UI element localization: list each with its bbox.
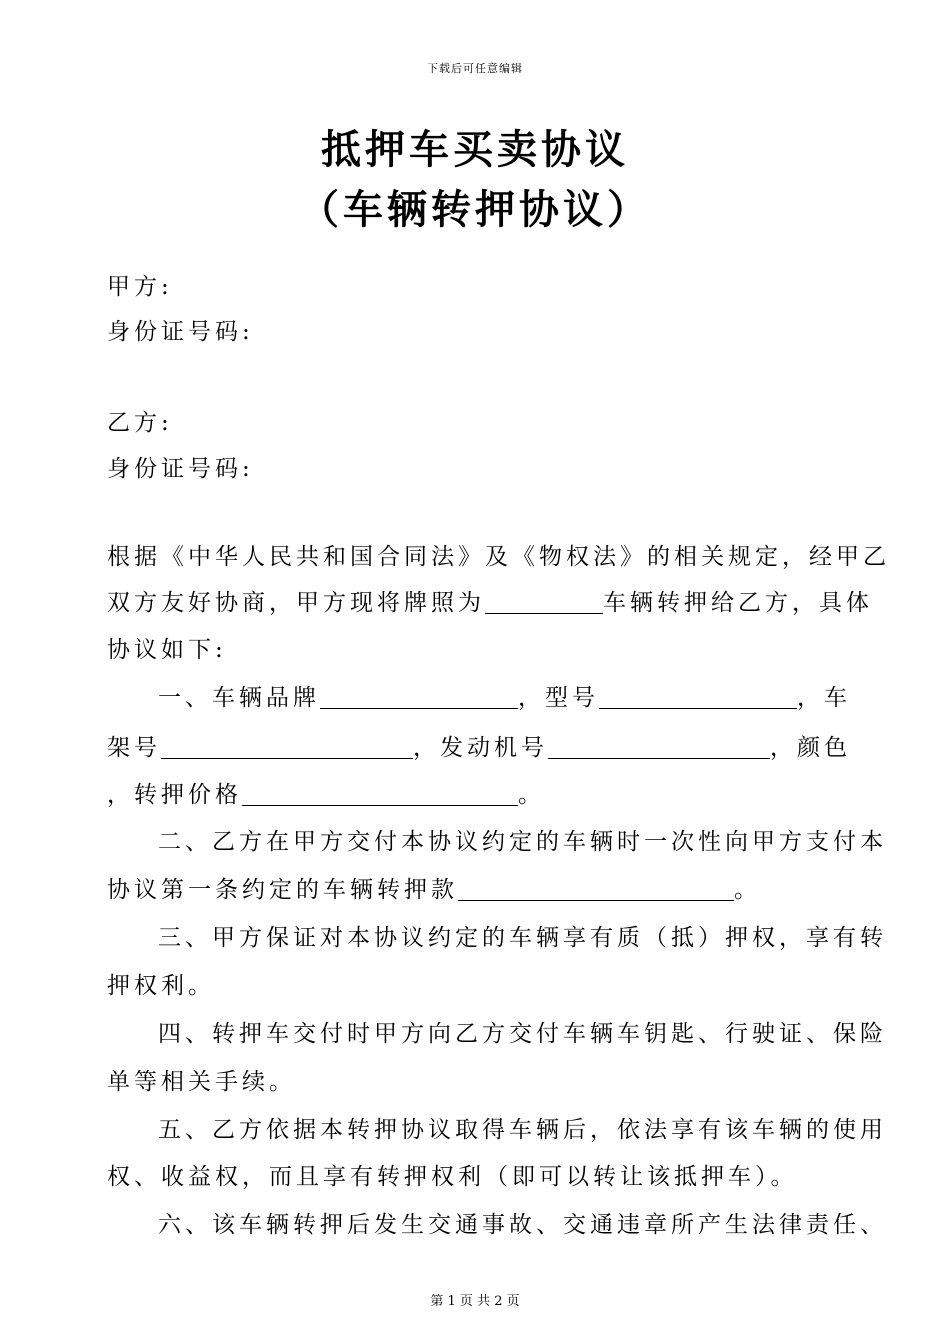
clause-1-engine-label: ，发动机号 [413,735,548,761]
clause-1-model-label: ，型号 [518,685,599,711]
clause-1-color-label: ，颜色 [770,735,851,761]
clause-3-line-1: 三、甲方保证对本协议约定的车辆享有质（抵）押权，享有转 [158,925,887,951]
document-title: 抵押车买卖协议 [321,127,629,173]
clause-1-line-2 [107,729,851,762]
clause-5-line-1: 五、乙方依据本转押协议取得车辆后，依法享有该车辆的使用 [158,1117,887,1143]
clause-2-text: 协议第一条约定的车辆转押款 [107,877,458,903]
party-a-id-label: 身份证号码: [107,319,254,345]
intro-line-3: 协议如下: [107,637,227,663]
clause-1-end-mark: 。 [518,782,545,808]
clause-1-frame-label-start: ，车 [797,685,851,711]
clause-1-frame-label-end: 架号 [107,735,161,761]
clause-6-line-1: 六、该车辆转押后发生交通事故、交通违章所产生法律责任、 [158,1212,887,1238]
clause-5-line-2: 权、收益权，而且享有转押权利（即可以转让该抵押车）。 [107,1164,798,1190]
model-blank[interactable] [599,686,797,709]
clause-2-line-2 [107,871,761,904]
intro-text-a: 双方友好协商，甲方现将牌照为 [107,590,485,616]
frame-number-blank[interactable] [161,736,413,759]
clause-1-line-3 [107,776,545,809]
intro-text-b: 车辆转押给乙方，具体 [603,590,873,616]
clause-1-line-1 [158,679,851,712]
brand-blank[interactable] [320,686,518,709]
document-subtitle: （车辆转押协议） [299,187,651,233]
clause-1-price-label: ，转押价格 [107,782,242,808]
price-blank[interactable] [242,783,518,806]
plate-number-blank[interactable] [485,591,603,614]
clause-4-line-1: 四、转押车交付时甲方向乙方交付车辆车钥匙、行驶证、保险 [158,1021,887,1047]
engine-number-blank[interactable] [548,736,770,759]
clause-1-brand-label: 一、车辆品牌 [158,685,320,711]
intro-line-1: 根据《中华人民共和国合同法》及《物权法》的相关规定，经甲乙 [107,544,890,570]
header-note: 下载后可任意编辑 [427,62,523,75]
party-b-id-label: 身份证号码: [107,456,254,482]
intro-line-2 [107,584,873,617]
clause-3-line-2: 押权利。 [107,973,215,999]
page-footer: 第 1 页 共 2 页 [430,1294,520,1309]
party-b-label: 乙方: [107,410,173,436]
party-a-label: 甲方: [107,274,173,300]
transfer-payment-blank[interactable] [458,878,734,901]
clause-2-end-mark: 。 [734,877,761,903]
clause-4-line-2: 单等相关手续。 [107,1069,296,1095]
clause-2-line-1: 二、乙方在甲方交付本协议约定的车辆时一次性向甲方支付本 [158,829,887,855]
